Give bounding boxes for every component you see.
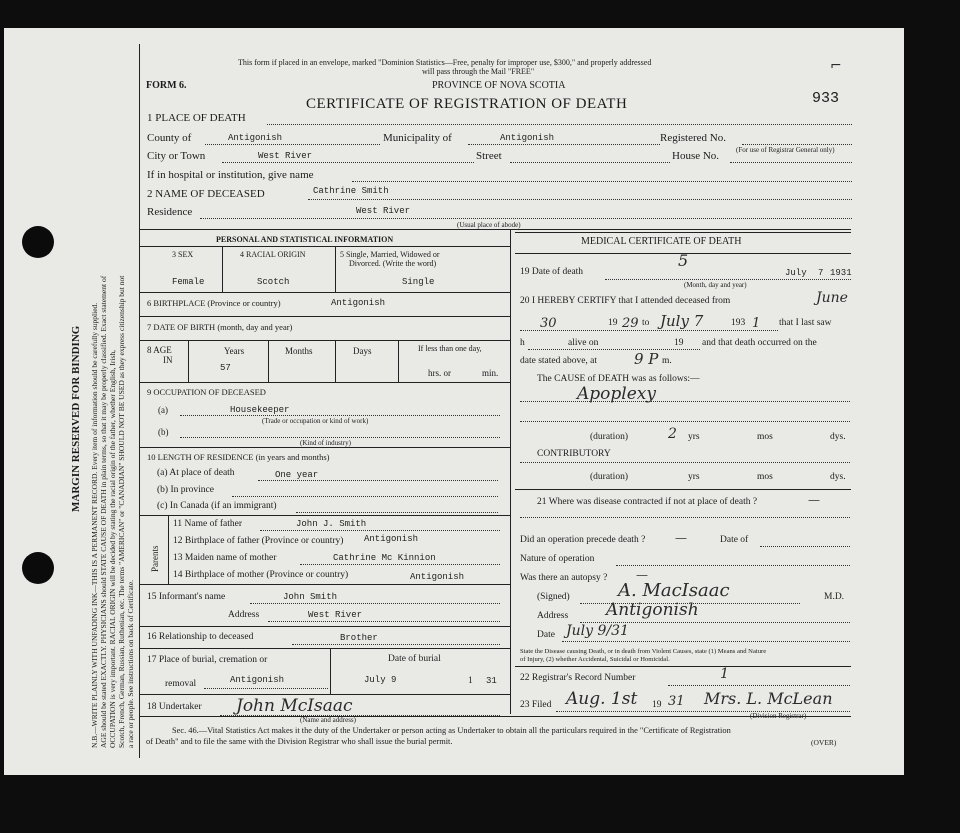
margin-nb-line-1: N.B.—WRITE PLAINLY WITH UNFADING INK—THIS IS A PERMANENT RECORD. Every item of information should be carefully supplied. — [90, 302, 99, 748]
contributory-label: CONTRIBUTORY — [537, 449, 611, 459]
burial-col-divider — [330, 648, 331, 694]
contracted-line — [520, 517, 850, 518]
years-label: Years — [224, 346, 245, 356]
certificate-title: CERTIFICATE OF REGISTRATION OF DEATH — [306, 96, 628, 112]
contributory-line — [520, 462, 850, 463]
death-mark: 5 — [678, 251, 689, 270]
registered-line — [742, 144, 852, 145]
mother-birthplace-value: Antigonish — [410, 572, 465, 582]
usual-place-note: (Usual place of abode) — [457, 221, 521, 229]
relationship-value: Brother — [340, 633, 378, 643]
physician-date-label: Date — [537, 630, 555, 640]
age-col-4 — [398, 340, 399, 382]
m-suffix: m. — [662, 356, 672, 366]
cause-line-1 — [520, 401, 850, 402]
duration-yrs: yrs — [688, 432, 700, 442]
days-label: Days — [353, 346, 372, 356]
filed-year-value: 31 — [668, 694, 685, 709]
cause-line-2 — [520, 421, 850, 422]
left-rule-2 — [139, 292, 510, 293]
physician-address-label: Address — [537, 611, 569, 621]
physician-date-line — [562, 641, 850, 642]
residence-c-label: (c) In Canada (if an immigrant) — [157, 501, 277, 511]
parents-col-divider — [168, 515, 169, 584]
occupation-a: (a) — [158, 405, 168, 415]
informant-line — [250, 603, 500, 604]
attended-line — [520, 330, 778, 331]
from-year-value: 29 — [622, 316, 639, 331]
cause-value: Apoplexy — [577, 384, 656, 404]
occurred-label: and that death occurred on the — [702, 338, 817, 348]
operation-date-label: Date of — [720, 535, 749, 545]
sex-col-divider — [222, 246, 223, 292]
industry-line — [180, 437, 500, 438]
left-rule-10 — [139, 648, 510, 649]
mother-birthplace-label: 14 Birthplace of mother (Province or country) — [173, 570, 349, 580]
operation-label: Did an operation precede death ? — [520, 535, 646, 545]
residence-line — [200, 218, 852, 219]
county-line — [205, 144, 380, 145]
county-label: County of — [147, 132, 192, 144]
margin-nb-line-2: AGE should be stated EXACTLY. PHYSICIANS should STATE CAUSE OF DEATH in plain terms, so that it may be properly classified. Exact statement of — [99, 275, 108, 748]
residence-c-line — [296, 512, 498, 513]
min-label: min. — [482, 368, 499, 378]
to-year-value: 1 — [752, 316, 761, 331]
violent-note-2: of Injury, (2) whether Accidental, Suicidal or Homicidal. — [520, 656, 670, 663]
municipality-value: Antigonish — [500, 133, 555, 143]
form-number: FORM 6. — [146, 80, 187, 91]
street-label: Street — [476, 150, 502, 162]
grid-top-rule — [139, 229, 851, 230]
date-of-death-line — [605, 279, 851, 280]
contributory-dys: dys. — [830, 472, 846, 482]
mail-note-2: will pass through the Mail "FREE" — [422, 67, 535, 76]
burial-place-value: Antigonish — [230, 675, 285, 685]
left-rule-9 — [139, 626, 510, 627]
residence-a-line — [258, 480, 498, 481]
occupation-value: Housekeeper — [230, 405, 290, 415]
registrar-signature: Mrs. L. McLean — [704, 689, 833, 708]
left-rule-1 — [139, 246, 510, 247]
deceased-name-label: 2 NAME OF DECEASED — [147, 188, 265, 200]
operation-value: — — [675, 531, 687, 545]
undertaker-label: 18 Undertaker — [147, 702, 202, 712]
undertaker-signature: John McIsaac — [236, 696, 353, 716]
death-time-value: 9 P — [634, 350, 659, 368]
contracted-label: 21 Where was disease contracted if not at place of death ? — [537, 497, 758, 507]
street-line — [510, 162, 670, 163]
footer-line-1: Sec. 46.—Vital Statistics Act makes it the duty of the Undertaker or person acting as Undertaker to obtain all the particulars required in the "Certificate of Registration — [172, 726, 731, 735]
binding-hole-top — [22, 226, 54, 258]
medical-rule-contracted — [515, 489, 851, 490]
duration-dys: dys. — [830, 432, 846, 442]
record-number-value: 1 — [720, 666, 729, 682]
autopsy-label: Was there an autopsy ? — [520, 573, 608, 583]
parents-label: Parents — [150, 545, 160, 572]
marital-label-2: Divorced. (Write the word) — [349, 259, 437, 268]
mail-note-1: This form if placed in an envelope, marked "Dominion Statistics—Free, penalty for improper use, $300," and properly addressed — [238, 58, 652, 67]
informant-value: John Smith — [283, 592, 338, 602]
residence-b-label: (b) In province — [157, 485, 214, 495]
footer-line-2: of Death" and to file the same with the Division Registrar who shall issue the burial permit. — [146, 737, 453, 746]
residence-a-label: (a) At place of death — [157, 468, 235, 478]
certify-label: 20 I HEREBY CERTIFY that I attended deceased from — [520, 296, 731, 306]
physician-date-value: July 9/31 — [566, 623, 629, 639]
dob-label: 7 DATE OF BIRTH (month, day and year) — [147, 322, 293, 332]
from-year-prefix: 19 — [608, 318, 618, 328]
md-label: M.D. — [824, 592, 845, 602]
city-label: City or Town — [147, 150, 206, 162]
birthplace-value: Antigonish — [331, 298, 386, 308]
filed-year-prefix: 19 — [652, 700, 662, 710]
record-line — [668, 685, 850, 686]
physician-signature: A. MacIsaac — [618, 580, 730, 601]
contributory-mos: mos — [757, 472, 773, 482]
industry-note: (Kind of industry) — [300, 439, 351, 447]
informant-address-label: Address — [228, 610, 260, 620]
father-line — [260, 530, 500, 531]
record-number-label: 22 Registrar's Record Number — [520, 673, 636, 683]
medical-top-rule — [515, 232, 851, 233]
medical-rule-record — [515, 666, 851, 667]
autopsy-value: — — [636, 568, 648, 582]
age-label-1: 8 AGE — [147, 345, 172, 355]
margin-reserved-label: MARGIN RESERVED FOR BINDING — [70, 325, 82, 512]
serial-number: 933 — [812, 90, 840, 107]
physician-address-value: Antigonish — [606, 600, 699, 620]
undertaker-note: (Name and address) — [300, 716, 356, 724]
footer-over: (OVER) — [811, 738, 837, 747]
attended-to-date: July 7 — [660, 312, 704, 330]
burial-date-value: July 9 — [364, 675, 397, 685]
mother-value: Cathrine Mc Kinnion — [333, 553, 436, 563]
residence-value: West River — [356, 206, 411, 216]
left-rule-7 — [139, 515, 510, 516]
marital-value: Single — [402, 277, 435, 287]
left-rule-8 — [139, 584, 510, 585]
less-than-day-label: If less than one day, — [418, 344, 482, 353]
residence-label: Residence — [147, 206, 193, 218]
father-value: John J. Smith — [296, 519, 367, 529]
attended-from-month: June — [816, 290, 848, 306]
registrar-note: (For use of Registrar General only) — [736, 146, 835, 154]
contributory-yrs: yrs — [688, 472, 700, 482]
deceased-name-value: Cathrine Smith — [313, 186, 389, 196]
relationship-line — [292, 644, 500, 645]
house-line — [730, 162, 852, 163]
death-month-value: July — [785, 268, 807, 278]
father-label: 11 Name of father — [173, 519, 243, 529]
date-above-label: date stated above, at — [520, 356, 598, 366]
cause-label: The CAUSE of DEATH was as follows:— — [537, 374, 700, 384]
municipality-label: Municipality of — [383, 132, 452, 144]
registered-no-label: Registered No. — [660, 132, 726, 144]
age-col-2 — [268, 340, 269, 382]
left-rule-11 — [139, 694, 510, 695]
alive-line — [528, 349, 700, 350]
relationship-label: 16 Relationship to deceased — [147, 632, 254, 642]
personal-info-heading: PERSONAL AND STATISTICAL INFORMATION — [216, 235, 394, 244]
father-birthplace-label: 12 Birthplace of father (Province or country) — [173, 536, 344, 546]
racial-origin-label: 4 RACIAL ORIGIN — [240, 250, 306, 259]
last-saw-label: that I last saw — [779, 318, 832, 328]
left-rule-5 — [139, 382, 510, 383]
margin-nb-line-3: OCCUPATION is very important. RACIAL ORIGIN will be decided by stating the racial origin of the father, whether English, Irish, — [108, 349, 117, 748]
burial-label-1: 17 Place of burial, cremation or — [147, 655, 268, 665]
sex-label: 3 SEX — [172, 250, 194, 259]
race-col-divider — [335, 246, 336, 292]
attended-from-day: 30 — [540, 316, 557, 331]
duration-mos: mos — [757, 432, 773, 442]
burial-label-2: removal — [165, 679, 197, 689]
age-col-1 — [188, 340, 189, 382]
binding-hole-bottom — [22, 552, 54, 584]
months-label: Months — [285, 346, 313, 356]
burial-year-value: 31 — [486, 676, 497, 686]
contracted-value: — — [808, 493, 820, 507]
burial-date-label: Date of burial — [388, 654, 441, 664]
margin-nb-line-5: a race or people. See instructions on back of Certificate. — [126, 579, 135, 748]
city-value: West River — [258, 151, 313, 161]
to-label: to — [642, 318, 650, 328]
left-rule-4 — [139, 340, 510, 341]
form-left-border — [139, 44, 140, 758]
death-day-value: 7 — [818, 268, 824, 278]
division-registrar-note: (Division Registrar) — [750, 712, 807, 720]
filed-date-value: Aug. 1st — [566, 689, 638, 709]
trade-note: (Trade or occupation or kind of work) — [262, 417, 369, 425]
corner-mark: ⌐ — [830, 58, 842, 74]
hrs-label: hrs. or — [428, 368, 451, 378]
filed-label: 23 Filed — [520, 700, 552, 710]
occupation-line — [180, 415, 500, 416]
hospital-label: If in hospital or institution, give name — [147, 169, 314, 181]
grid-center-divider — [510, 229, 511, 714]
grid-bottom-rule — [139, 716, 851, 717]
occupation-heading: 9 OCCUPATION OF DECEASED — [147, 387, 266, 397]
hospital-line — [352, 181, 852, 182]
nature-line — [616, 565, 850, 566]
birthplace-label: 6 BIRTHPLACE (Province or country) — [147, 298, 281, 308]
place-line — [267, 124, 852, 125]
signed-label: (Signed) — [537, 592, 570, 602]
margin-nb-line-4: Scotch, French, German, Russian, Ruthenian, etc. The terms "AMERICAN" or "CANADIAN" SHOULD NOT BE USED as they express citizenship but not — [117, 275, 126, 748]
residence-a-value: One year — [275, 470, 319, 480]
left-rule-6 — [139, 447, 510, 448]
municipality-line — [468, 144, 660, 145]
duration-value: 2 — [668, 426, 677, 442]
residence-length-heading: 10 LENGTH OF RESIDENCE (in years and months) — [147, 452, 330, 462]
duration-label: (duration) — [590, 432, 628, 442]
father-birthplace-value: Antigonish — [364, 534, 419, 544]
nature-label: Nature of operation — [520, 554, 595, 564]
alive-on-label: alive on — [568, 338, 599, 348]
sex-value: Female — [172, 277, 205, 287]
marital-label-1: 5 Single, Married, Widowed or — [340, 250, 440, 259]
burial-place-line — [204, 688, 328, 689]
age-col-3 — [335, 340, 336, 382]
deceased-name-line — [308, 199, 852, 200]
date-of-death-label: 19 Date of death — [520, 267, 584, 277]
to-year-prefix: 193 — [731, 318, 746, 328]
province-heading: PROVINCE OF NOVA SCOTIA — [432, 80, 566, 91]
violent-note-1: State the Disease causing Death, or in death from Violent Causes, state (1) Means and Nature — [520, 648, 767, 655]
mother-label: 13 Maiden name of mother — [173, 553, 277, 563]
informant-label: 15 Informant's name — [147, 592, 226, 602]
death-year-value: 1931 — [830, 268, 852, 278]
city-line — [222, 162, 474, 163]
age-label-2: IN — [163, 355, 173, 365]
mother-line — [300, 564, 500, 565]
county-value: Antigonish — [228, 133, 283, 143]
left-rule-3 — [139, 316, 510, 317]
death-date-note: (Month, day and year) — [684, 281, 747, 289]
racial-origin-value: Scotch — [257, 277, 290, 287]
informant-address-line — [268, 621, 500, 622]
occupation-b: (b) — [158, 427, 169, 437]
operation-date-line — [760, 546, 850, 547]
medical-heading: MEDICAL CERTIFICATE OF DEATH — [581, 236, 742, 247]
alive-year-prefix: 19 — [674, 338, 684, 348]
informant-address-value: West River — [308, 610, 363, 620]
contributory-duration-label: (duration) — [590, 472, 628, 482]
place-of-death-heading: 1 PLACE OF DEATH — [147, 112, 246, 124]
residence-b-line — [232, 496, 498, 497]
h-label: h — [520, 338, 525, 348]
burial-year-prefix: 1 — [468, 676, 473, 686]
age-years-value: 57 — [220, 363, 231, 373]
house-no-label: House No. — [672, 150, 720, 162]
